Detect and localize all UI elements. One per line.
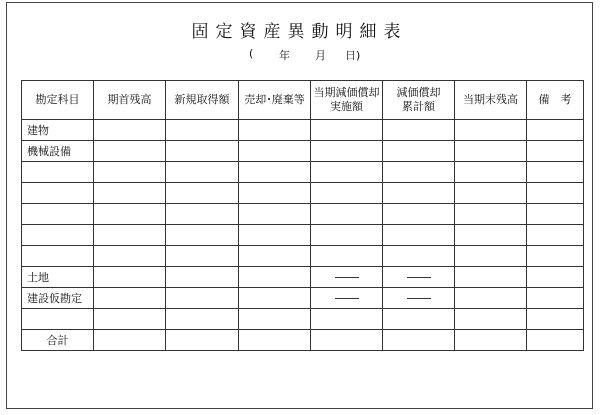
row-account-label: 合計 <box>22 330 94 351</box>
table-cell[interactable] <box>527 246 584 267</box>
table-cell[interactable] <box>527 309 584 330</box>
table-cell[interactable] <box>455 330 527 351</box>
table-row <box>22 267 584 288</box>
table-cell[interactable] <box>455 120 527 141</box>
table-cell[interactable] <box>455 204 527 225</box>
form-title: 固定資産異動明細表 <box>191 22 408 42</box>
table-cell[interactable] <box>166 141 239 162</box>
header-text: 備 考 <box>538 93 572 106</box>
table-cell[interactable] <box>166 120 239 141</box>
table-cell[interactable] <box>455 225 527 246</box>
table-cell[interactable] <box>311 204 383 225</box>
table-cell[interactable] <box>311 141 383 162</box>
table-cell[interactable] <box>94 141 166 162</box>
row-account-label: 建物 <box>22 120 94 141</box>
table-cell[interactable] <box>527 267 584 288</box>
table-cell[interactable] <box>455 267 527 288</box>
table-cell[interactable] <box>239 162 311 183</box>
header-opening-balance <box>94 81 166 120</box>
row-account-label: 建設仮勘定 <box>22 288 94 309</box>
table-cell[interactable] <box>94 162 166 183</box>
table-cell[interactable] <box>166 183 239 204</box>
table-cell[interactable] <box>94 309 166 330</box>
table-row <box>22 288 584 309</box>
table-cell[interactable] <box>383 330 455 351</box>
table-cell[interactable] <box>527 225 584 246</box>
table-cell[interactable] <box>94 225 166 246</box>
table-cell[interactable] <box>455 141 527 162</box>
table-cell[interactable] <box>166 309 239 330</box>
header-text: 期首残高 <box>107 93 152 106</box>
row-account-label <box>22 225 94 246</box>
row-account-label <box>22 162 94 183</box>
table-cell[interactable] <box>239 183 311 204</box>
table-cell[interactable] <box>239 288 311 309</box>
header-text: 勘定科目 <box>35 93 80 106</box>
table-cell[interactable] <box>239 204 311 225</box>
table-cell[interactable] <box>383 183 455 204</box>
table-cell[interactable] <box>455 183 527 204</box>
table-cell[interactable] <box>527 288 584 309</box>
table-cell[interactable] <box>311 246 383 267</box>
header-new-acquisition <box>166 81 239 120</box>
table-row <box>22 246 584 267</box>
table-cell[interactable] <box>527 141 584 162</box>
table-row <box>22 309 584 330</box>
table-cell[interactable] <box>94 330 166 351</box>
table-cell[interactable] <box>311 309 383 330</box>
date-day-label: 日) <box>345 49 361 62</box>
table-cell[interactable] <box>166 288 239 309</box>
table-cell[interactable] <box>527 162 584 183</box>
row-account-label: 土地 <box>22 267 94 288</box>
table-cell[interactable] <box>527 204 584 225</box>
table-cell[interactable] <box>239 309 311 330</box>
header-text: 当期末残高 <box>463 93 518 106</box>
header-text: 累計額 <box>402 100 435 113</box>
not-applicable-dash <box>407 277 431 278</box>
header-account-title <box>22 81 94 120</box>
header-accumulated-depreciation <box>383 81 455 120</box>
table-cell[interactable] <box>166 246 239 267</box>
not-applicable-dash <box>335 298 359 299</box>
table-cell[interactable] <box>383 288 455 309</box>
table-cell[interactable] <box>94 246 166 267</box>
table-cell[interactable] <box>455 288 527 309</box>
table-cell[interactable] <box>383 267 455 288</box>
table-row <box>22 330 584 351</box>
table-cell[interactable] <box>383 309 455 330</box>
table-cell[interactable] <box>311 120 383 141</box>
table-row <box>22 120 584 141</box>
table-cell[interactable] <box>383 162 455 183</box>
table-cell[interactable] <box>166 225 239 246</box>
asset-movement-table <box>21 80 584 351</box>
header-text: 売却･廃棄等 <box>244 93 305 106</box>
table-cell[interactable] <box>94 183 166 204</box>
table-cell[interactable] <box>166 204 239 225</box>
date-year-label: 年 <box>279 49 290 62</box>
table-header-row <box>22 81 584 120</box>
table-cell[interactable] <box>239 120 311 141</box>
table-cell[interactable] <box>166 330 239 351</box>
table-cell[interactable] <box>527 120 584 141</box>
table-cell[interactable] <box>311 330 383 351</box>
table-row <box>22 162 584 183</box>
row-account-label <box>22 246 94 267</box>
row-account-label <box>22 183 94 204</box>
not-applicable-dash <box>407 298 431 299</box>
table-cell[interactable] <box>311 267 383 288</box>
header-depreciation-current <box>311 81 383 120</box>
table-cell[interactable] <box>94 288 166 309</box>
date-line <box>237 47 377 63</box>
not-applicable-dash <box>335 277 359 278</box>
table-cell[interactable] <box>455 162 527 183</box>
table-cell[interactable] <box>383 225 455 246</box>
table-cell[interactable] <box>383 141 455 162</box>
table-cell[interactable] <box>94 120 166 141</box>
table-cell[interactable] <box>383 120 455 141</box>
header-closing-balance <box>455 81 527 120</box>
form-sheet <box>6 2 593 409</box>
header-disposal <box>239 81 311 120</box>
header-text: 新規取得額 <box>174 93 230 106</box>
row-account-label <box>22 309 94 330</box>
table-row <box>22 141 584 162</box>
table-cell[interactable] <box>239 225 311 246</box>
date-month-label: 月 <box>315 49 326 62</box>
table-cell[interactable] <box>383 246 455 267</box>
table-cell[interactable] <box>455 309 527 330</box>
table-cell[interactable] <box>94 267 166 288</box>
row-account-label: 機械設備 <box>22 141 94 162</box>
table-cell[interactable] <box>239 141 311 162</box>
table-cell[interactable] <box>311 183 383 204</box>
table-cell[interactable] <box>383 204 455 225</box>
date-open: ( <box>249 47 254 60</box>
table-cell[interactable] <box>311 288 383 309</box>
table-cell[interactable] <box>527 330 584 351</box>
table-cell[interactable] <box>527 183 584 204</box>
header-remarks <box>527 81 584 120</box>
table-cell[interactable] <box>166 267 239 288</box>
table-row <box>22 183 584 204</box>
table-cell[interactable] <box>239 330 311 351</box>
table-cell[interactable] <box>166 162 239 183</box>
table-cell[interactable] <box>311 162 383 183</box>
table-cell[interactable] <box>94 204 166 225</box>
header-text: 減価償却 <box>396 86 441 99</box>
table-cell[interactable] <box>239 246 311 267</box>
row-account-label <box>22 204 94 225</box>
table-cell[interactable] <box>311 225 383 246</box>
table-row <box>22 225 584 246</box>
table-row <box>22 204 584 225</box>
table-cell[interactable] <box>239 267 311 288</box>
table-cell[interactable] <box>455 246 527 267</box>
header-text: 当期減価償却 <box>313 86 380 99</box>
header-text: 実施額 <box>330 100 363 113</box>
